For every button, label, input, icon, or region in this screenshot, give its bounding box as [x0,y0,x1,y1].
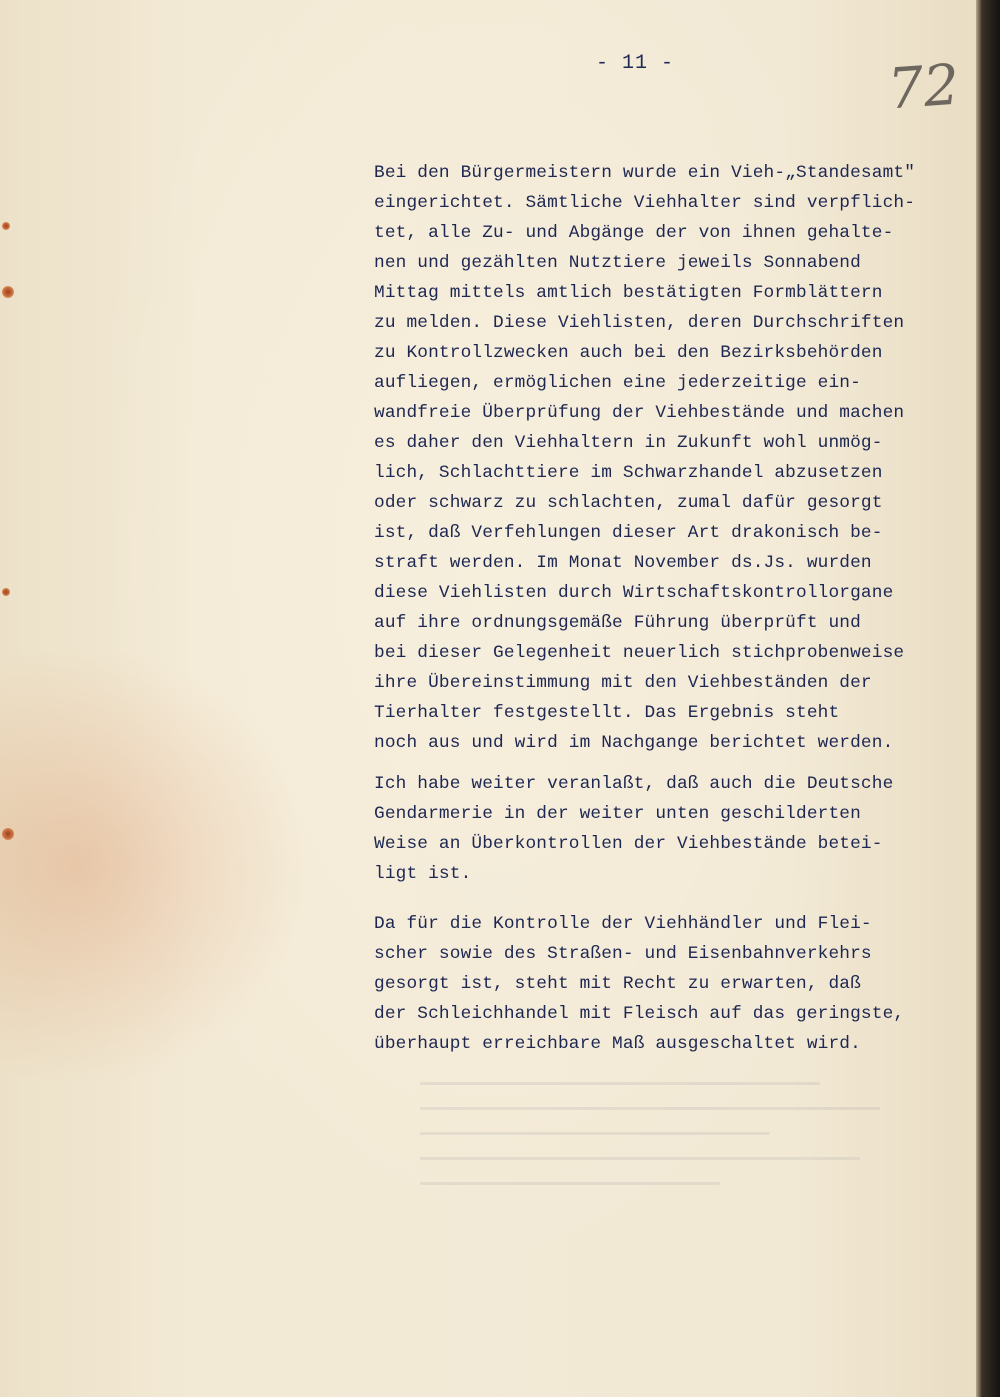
text-line: nen und gezählten Nutztiere jeweils Sonnabend [374,253,861,273]
text-line: aufliegen, ermöglichen eine jederzeitige ein- [374,373,861,393]
text-line: diese Viehlisten durch Wirtschaftskontrollorgane [374,583,894,603]
punch-hole [2,588,10,596]
punch-hole [2,828,14,840]
paragraph-2 [374,769,980,889]
text-line: Weise an Überkontrollen der Viehbestände betei- [374,834,883,854]
handwritten-folio-number: 72 [885,52,962,123]
text-line: ist, daß Verfehlungen dieser Art drakonisch be- [374,523,883,543]
text-line: Tierhalter festgestellt. Das Ergebnis steht [374,703,840,723]
text-line: überhaupt erreichbare Maß ausgeschaltet wird. [374,1034,861,1054]
text-line: zu Kontrollzwecken auch bei den Bezirksbehörden [374,343,883,363]
text-line: Bei den Bürgermeistern wurde ein Vieh-„Standesamt" [374,163,916,183]
text-line: Da für die Kontrolle der Viehhändler und Flei- [374,914,872,934]
body-text [374,158,980,1059]
page-number: - 11 - [595,52,674,75]
text-line: straft werden. Im Monat November ds.Js. wurden [374,553,872,573]
page-edge-shadow [976,0,1000,1397]
text-line: ihre Übereinstimmung mit den Viehbeständen der [374,673,872,693]
punch-hole [2,286,14,298]
paragraph-1 [374,158,980,758]
text-line: lich, Schlachttiere im Schwarzhandel abzusetzen [374,463,883,483]
text-line: der Schleichhandel mit Fleisch auf das geringste, [374,1004,905,1024]
text-line: Ich habe weiter veranlaßt, daß auch die Deutsche [374,774,894,794]
text-line: tet, alle Zu- und Abgänge der von ihnen gehalte- [374,223,894,243]
text-line: Gendarmerie in der weiter unten geschilderten [374,804,861,824]
text-line: gesorgt ist, steht mit Recht zu erwarten, daß [374,974,861,994]
punch-hole [2,222,10,230]
bleed-through-text [420,1060,920,1240]
text-line: Mittag mittels amtlich bestätigten Formblättern [374,283,883,303]
text-line: eingerichtet. Sämtliche Viehhalter sind verpflich- [374,193,916,213]
text-line: scher sowie des Straßen- und Eisenbahnverkehrs [374,944,872,964]
text-line: bei dieser Gelegenheit neuerlich stichprobenweise [374,643,905,663]
text-line: wandfreie Überprüfung der Viehbestände und machen [374,403,905,423]
text-line: noch aus und wird im Nachgange berichtet werden. [374,733,894,753]
text-line: oder schwarz zu schlachten, zumal dafür gesorgt [374,493,883,513]
text-line: auf ihre ordnungsgemäße Führung überprüft und [374,613,861,633]
text-line: es daher den Viehhaltern in Zukunft wohl unmög- [374,433,883,453]
text-line: zu melden. Diese Viehlisten, deren Durchschriften [374,313,905,333]
text-line: ligt ist. [374,864,472,884]
paragraph-3 [374,909,980,1059]
